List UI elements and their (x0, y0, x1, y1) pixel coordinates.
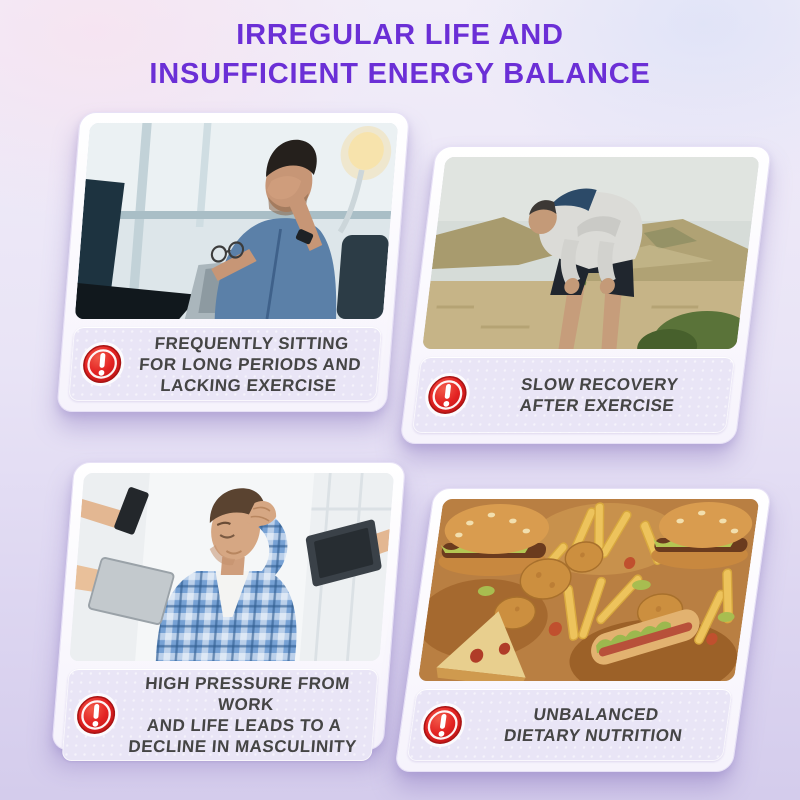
office-worker-illustration (75, 123, 398, 319)
caption-line: DIETARY NUTRITION (502, 726, 684, 745)
photo-exhausted-runner (422, 157, 760, 349)
caption-text (469, 704, 721, 746)
caption-line: AFTER EXERCISE (518, 396, 676, 415)
card-slow-recovery (399, 146, 772, 444)
caption-line: HIGH PRESSURE FROM WORK (144, 674, 351, 714)
caption-line: DECLINE IN MASCULINITY (127, 737, 358, 756)
caption-line: FREQUENTLY SITTING (153, 333, 350, 353)
page-title (0, 16, 800, 94)
junk-food-illustration (418, 499, 760, 681)
caption-high-pressure (61, 669, 378, 761)
caption-line: AND LIFE LEADS TO A (146, 716, 343, 735)
warning-icon (422, 372, 474, 418)
stressed-man-illustration (69, 473, 394, 661)
caption-unbalanced-diet (407, 689, 733, 761)
warning-icon (416, 702, 468, 748)
photo-junk-food (418, 499, 760, 681)
caption-line: FOR LONG PERIODS AND (138, 354, 362, 374)
photo-office-worker (75, 123, 398, 319)
title-line-2: INSUFFICIENT ENERGY BALANCE (149, 58, 651, 90)
caption-line: LACKING EXERCISE (159, 375, 338, 395)
exhausted-runner-illustration (422, 157, 760, 349)
caption-line: UNBALANCED (532, 705, 660, 724)
caption-frequent-sitting (68, 327, 382, 401)
warning-icon (77, 341, 127, 387)
card-high-pressure (51, 462, 406, 756)
caption-slow-recovery (412, 357, 735, 433)
caption-text (122, 673, 369, 757)
card-unbalanced-diet (394, 488, 772, 772)
caption-line: SLOW RECOVERY (520, 375, 680, 394)
warning-icon (71, 692, 121, 738)
photo-stressed-man (69, 473, 394, 661)
caption-text (129, 333, 372, 396)
card-frequent-sitting (56, 112, 410, 412)
caption-text (474, 374, 723, 416)
title-line-1: IRREGULAR LIFE AND (236, 19, 564, 51)
